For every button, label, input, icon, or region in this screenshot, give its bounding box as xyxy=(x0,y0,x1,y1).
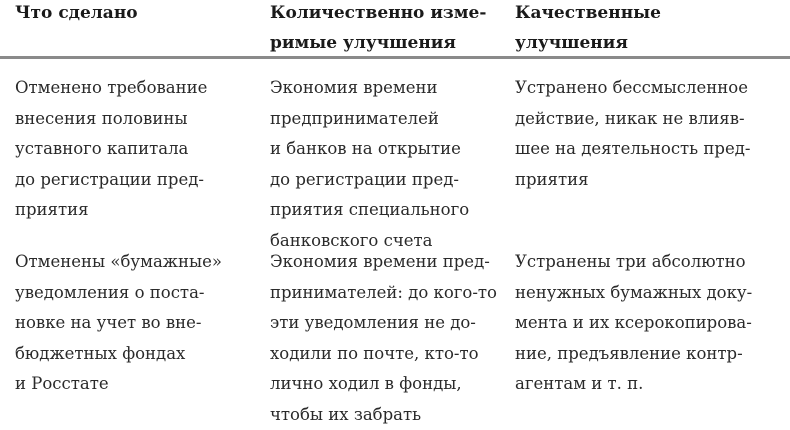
cell-line: Устранено бессмысленное xyxy=(515,73,750,104)
cell-line: принимателей: до кого-то xyxy=(270,278,497,309)
cell-line: ние, предъявление контр- xyxy=(515,339,752,370)
cell-line: Экономия времени пред- xyxy=(270,247,497,278)
table-cell xyxy=(515,73,750,195)
header-line: римые улучшения xyxy=(270,28,486,58)
cell-line: лично ходил в фонды, xyxy=(270,369,497,400)
cell-line: новке на учет во вне- xyxy=(15,308,222,339)
header-line: улучшения xyxy=(515,28,661,58)
column-header xyxy=(515,0,661,58)
cell-line: ходили по почте, кто-то xyxy=(270,339,497,370)
cell-line: ненужных бумажных доку- xyxy=(515,278,752,309)
cell-line: шее на деятельность пред- xyxy=(515,134,750,165)
column-header xyxy=(15,0,138,28)
cell-line: Экономия времени xyxy=(270,73,469,104)
cell-line: действие, никак не влияв- xyxy=(515,104,750,135)
header-line: Что сделано xyxy=(15,0,138,28)
cell-line: агентам и т. п. xyxy=(515,369,752,400)
cell-line: чтобы их забрать xyxy=(270,400,497,430)
table-cell xyxy=(15,73,207,226)
cell-line: приятия специального xyxy=(270,195,469,226)
cell-line: приятия xyxy=(515,165,750,196)
cell-line: Отменено требование xyxy=(15,73,207,104)
cell-line: до регистрации пред- xyxy=(270,165,469,196)
cell-line: и Росстате xyxy=(15,369,222,400)
table-cell xyxy=(270,73,469,256)
column-header xyxy=(270,0,486,58)
cell-line: Устранены три абсолютно xyxy=(515,247,752,278)
cell-line: банковского счета xyxy=(270,226,469,257)
cell-line: до регистрации пред- xyxy=(15,165,207,196)
cell-line: внесения половины xyxy=(15,104,207,135)
cell-line: эти уведомления не до- xyxy=(270,308,497,339)
cell-line: и банков на открытие xyxy=(270,134,469,165)
cell-line: мента и их ксерокопирова- xyxy=(515,308,752,339)
cell-line: предпринимателей xyxy=(270,104,469,135)
table-cell xyxy=(270,247,497,430)
cell-line: уставного капитала xyxy=(15,134,207,165)
cell-line: уведомления о поста- xyxy=(15,278,222,309)
cell-line: бюджетных фондах xyxy=(15,339,222,370)
table-cell xyxy=(15,247,222,400)
table-cell xyxy=(515,247,752,400)
header-rule xyxy=(0,56,790,59)
header-line: Качественные xyxy=(515,0,661,28)
header-line: Количественно изме- xyxy=(270,0,486,28)
cell-line: приятия xyxy=(15,195,207,226)
cell-line: Отменены «бумажные» xyxy=(15,247,222,278)
